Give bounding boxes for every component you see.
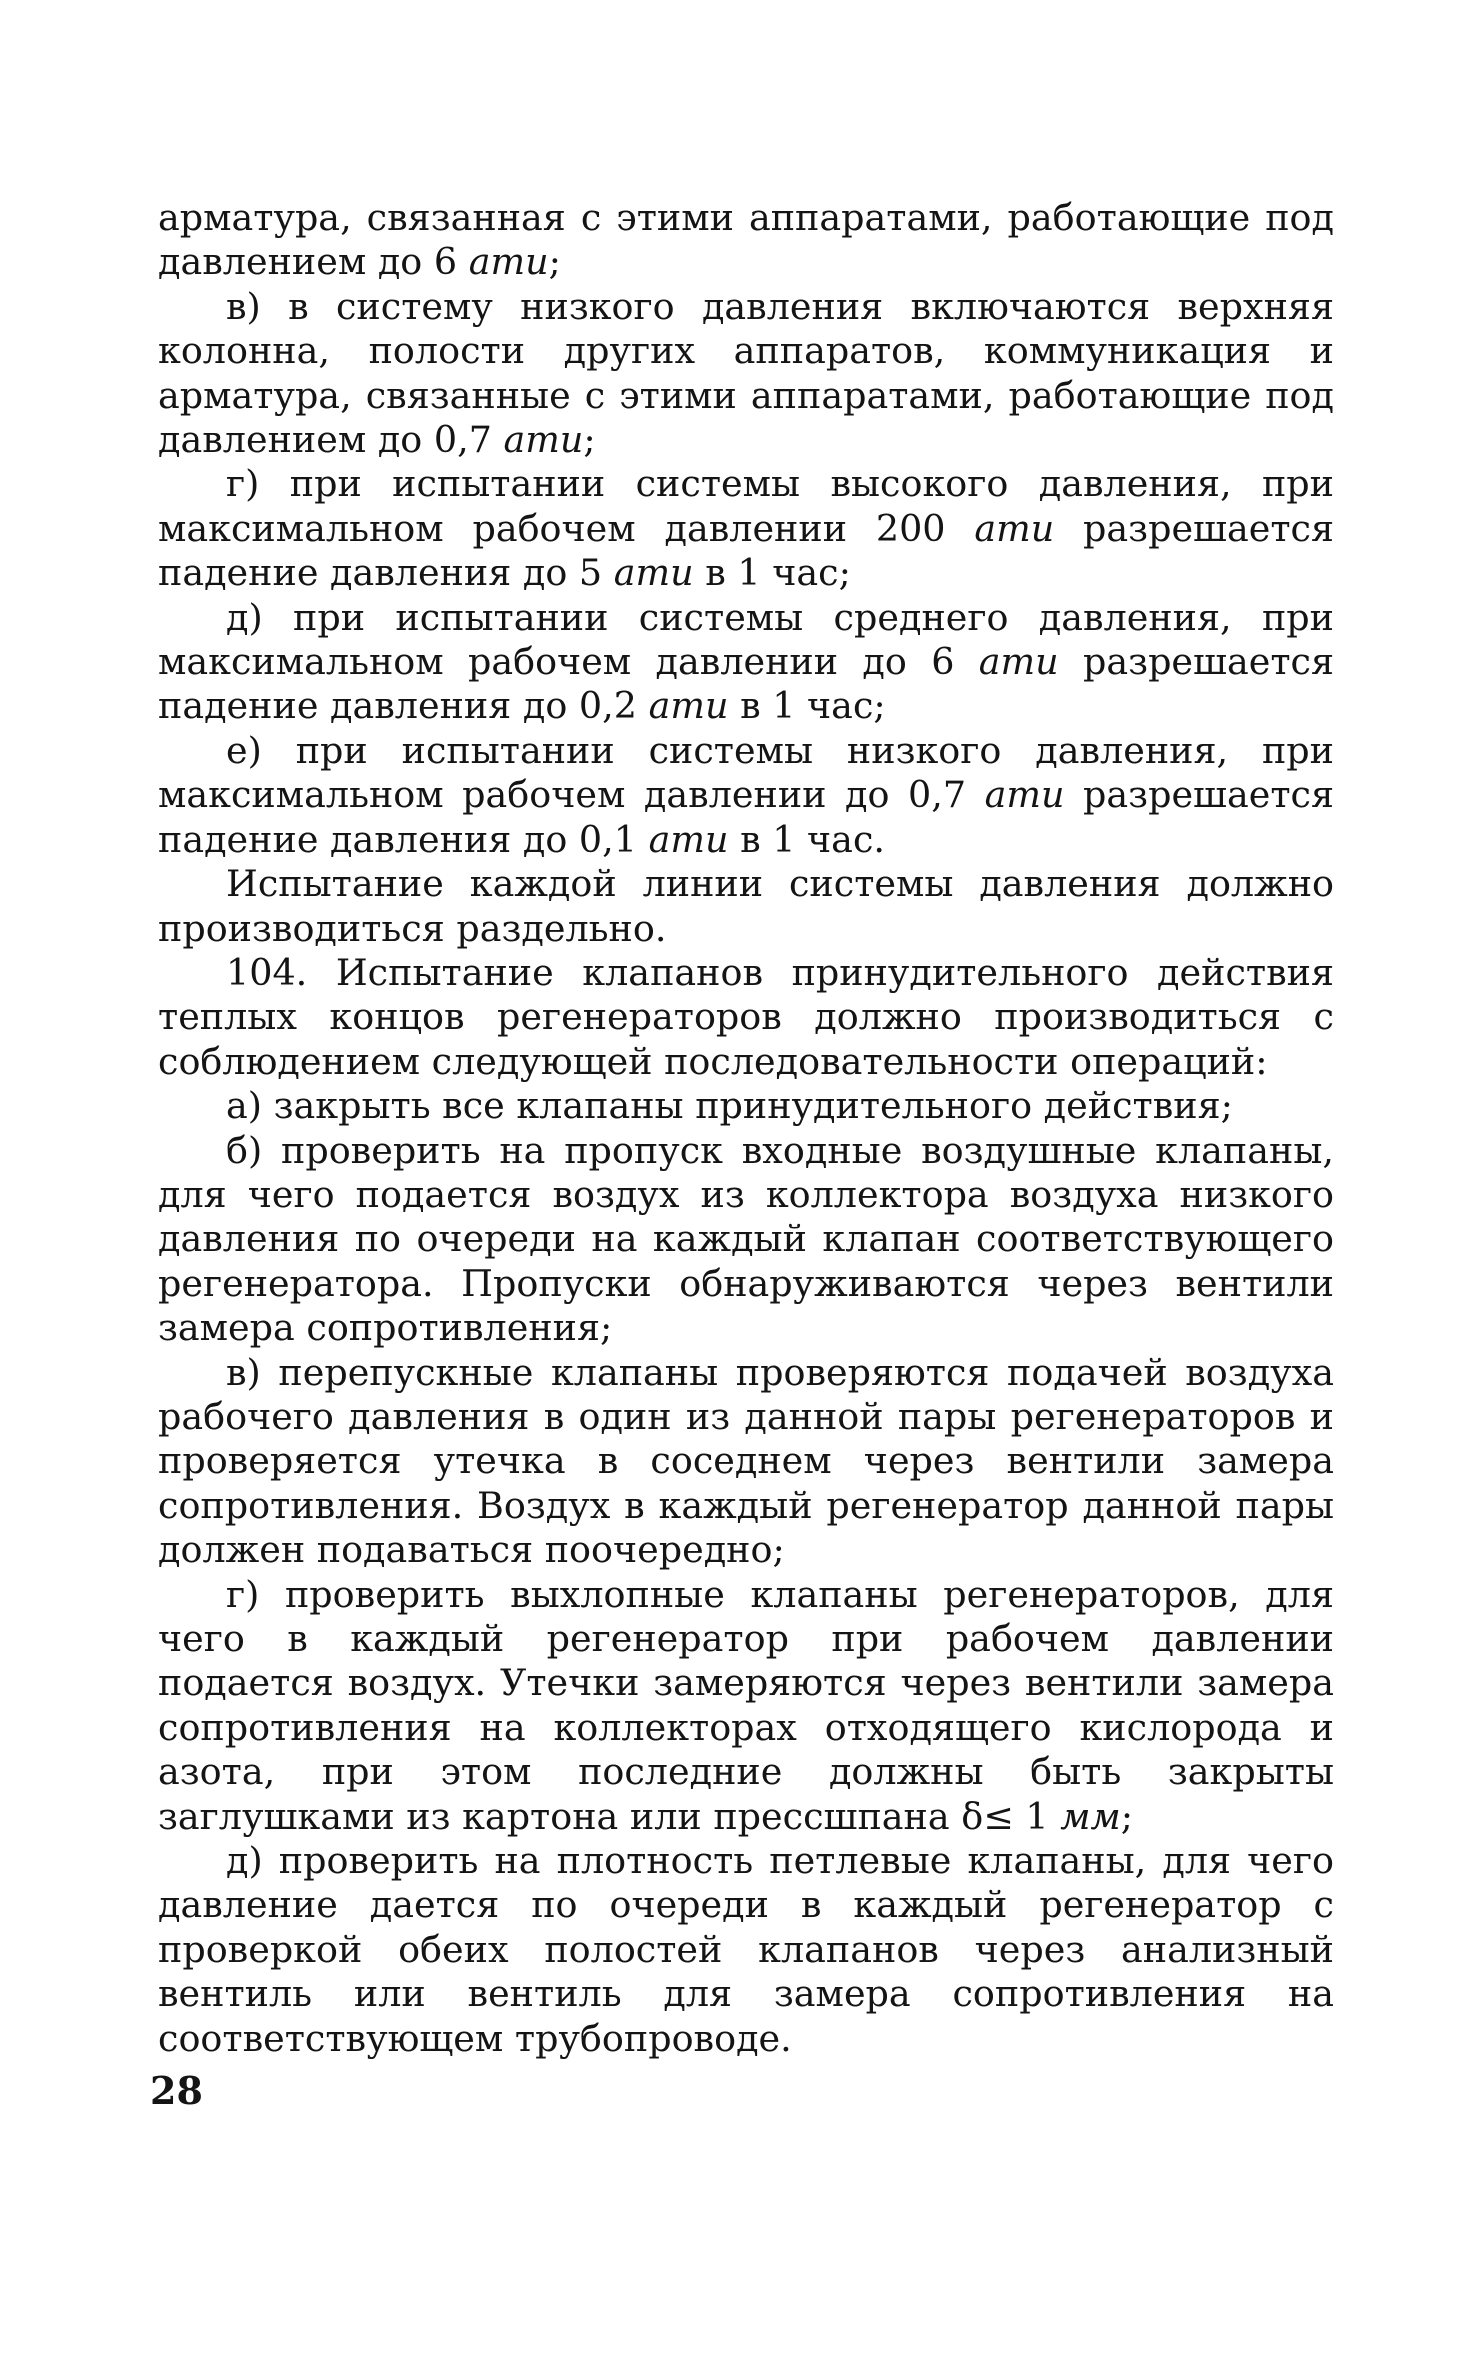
- paragraph-step-a: а) закрыть все клапаны принудительного действия;: [226, 1084, 1233, 1128]
- text: е) при испытании системы низкого давления, при максимальном рабочем давлении до 0,7: [158, 728, 1334, 817]
- text: г) при испытании системы высокого давления, при максимальном рабочем давлении 200: [158, 462, 1334, 550]
- paragraph-separate-testing: Испытание каждой линии системы давления должно производиться раздельно.: [158, 862, 1334, 950]
- page-body: [158, 196, 1334, 2061]
- text: в) в систему низкого давления включаются верхняя колонна, полости других аппаратов, коммуникация и арматура, связанные с этими аппаратами, работающие под давлением до 0,7: [158, 284, 1334, 462]
- unit-ati: ати: [984, 773, 1065, 817]
- text: в 1 час;: [728, 684, 886, 728]
- paragraph-item-d-medium-pressure-test: [158, 596, 1334, 729]
- paragraph-step-g: [158, 1573, 1334, 1839]
- text: разрешается падение давления до 0,2: [158, 640, 1334, 728]
- unit-ati: ати: [648, 817, 729, 861]
- text: в 1 час.: [728, 817, 885, 861]
- unit-ati: ати: [503, 418, 584, 462]
- unit-ati: ати: [468, 240, 549, 284]
- page-number: 28: [150, 2068, 203, 2113]
- text: в 1 час;: [693, 551, 851, 595]
- delta-symbol: δ≤ 1: [961, 1794, 1049, 1838]
- paragraph-step-v: в) перепускные клапаны проверяются подачей воздуха рабочего давления в один из данной пары регенераторов и проверяется утечка в соседнем через вентили замера сопротивления. Воздух в каждый регенератор данной пары должен подаваться поочередно;: [158, 1350, 1334, 1572]
- text: ;: [583, 418, 596, 462]
- unit-mm: мм: [1060, 1794, 1121, 1838]
- text: г) проверить выхлопные клапаны регенераторов, для чего в каждый регенератор при рабочем давлении подается воздух. Утечки замеряются через вентили замера сопротивления на коллекторах отходящего кислорода и азота, при этом последние должны быть закрыты заглушками из картона или прессшпана: [158, 1572, 1334, 1838]
- unit-ati: ати: [613, 551, 694, 595]
- paragraph-section-104: 104. Испытание клапанов принудительного действия теплых концов регенераторов должно производиться с соблюдением следующей последовательности операций:: [158, 950, 1334, 1083]
- text: разрешается падение давления до 5: [158, 506, 1335, 595]
- text: арматура, связанная с этими аппаратами, работающие под давлением до 6: [158, 196, 1334, 284]
- unit-ati: ати: [974, 506, 1055, 550]
- paragraph-step-b: б) проверить на пропуск входные воздушные клапаны, для чего подается воздух из коллектора воздуха низкого давления по очереди на каждый клапан соответствующего регенератора. Пропуски обнаруживаются через вентили замера сопротивления;: [158, 1128, 1334, 1350]
- paragraph-continuation: [158, 196, 1334, 285]
- paragraph-item-g-high-pressure-test: [158, 462, 1334, 595]
- paragraph-step-d: д) проверить на плотность петлевые клапаны, для чего давление дается по очереди в каждый регенератор с проверкой обеих полостей клапанов через анализный вентиль или вентиль для замера сопротивления на соответствующем трубопроводе.: [158, 1839, 1334, 2060]
- text: ;: [548, 240, 561, 284]
- paragraph-item-e-low-pressure-test: [158, 729, 1334, 862]
- text: разрешается падение давления до 0,1: [158, 773, 1334, 861]
- unit-ati: ати: [648, 684, 729, 728]
- paragraph-item-v-low-pressure: [158, 285, 1334, 463]
- text: ;: [1120, 1794, 1134, 1838]
- unit-ati: ати: [978, 640, 1059, 684]
- text: д) при испытании системы среднего давления, при максимальном рабочем давлении до 6: [158, 595, 1334, 684]
